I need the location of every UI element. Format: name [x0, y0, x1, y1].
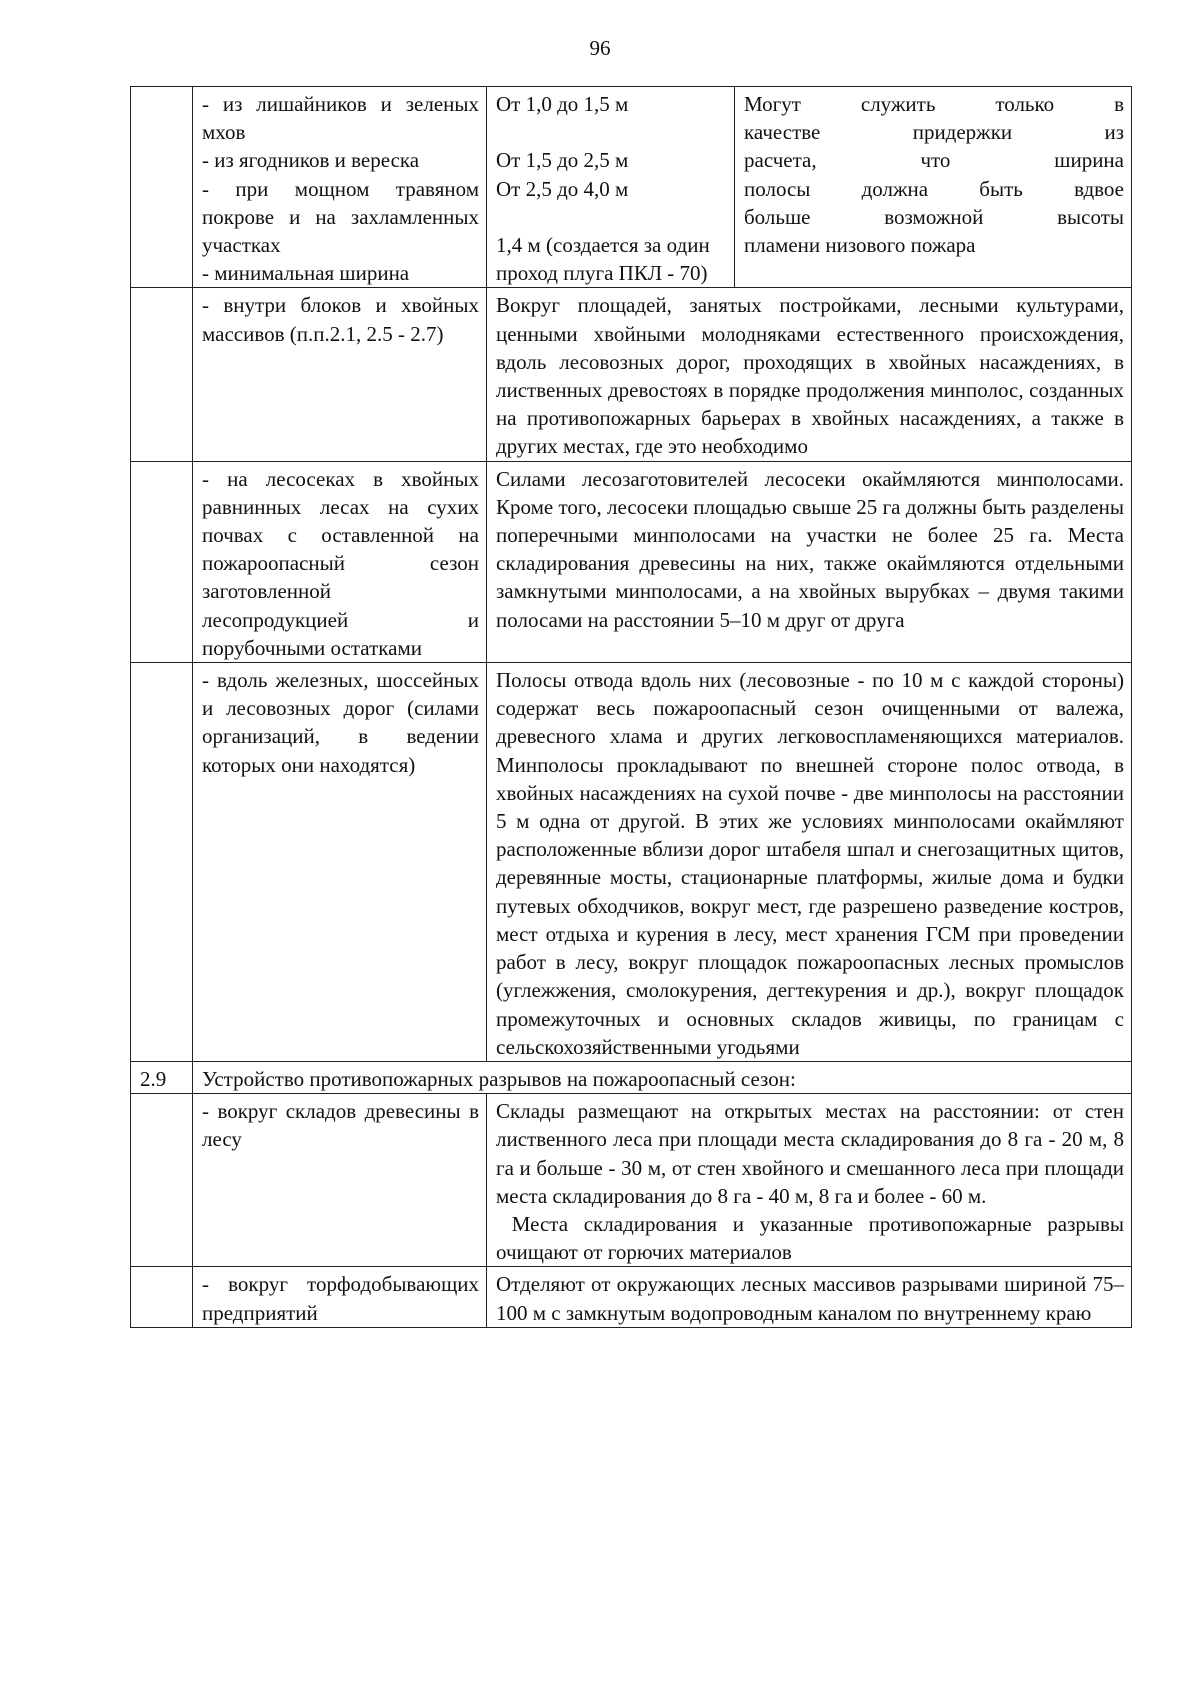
section-heading-cell — [193, 1061, 1132, 1093]
row-number-cell: 2.9 — [131, 1061, 193, 1093]
note-line: полосы должна быть вдвое — [744, 176, 1124, 201]
width-cell — [487, 87, 735, 288]
row-number-cell — [131, 461, 193, 662]
note-line: качестве придержки из — [744, 120, 1124, 145]
item-cell: - вдоль железных, шоссейных и лесовозных дорог (силами организаций, в ведении которых они находятся) — [193, 663, 487, 1062]
item-line: участках — [202, 233, 281, 258]
note-cell — [735, 87, 1132, 288]
table-row — [131, 1061, 1132, 1093]
row-number-cell — [131, 1094, 193, 1267]
section-heading: Устройство противопожарных разрывов на пожароопасный сезон: — [202, 1066, 796, 1091]
row-number-cell — [131, 288, 193, 461]
description-cell: Отделяют от окружающих лесных массивов разрывами шириной 75–100 м с замкнутым водопроводным каналом по внутреннему краю — [487, 1267, 1132, 1327]
width-line: проход плуга ПКЛ - 70) — [496, 261, 708, 286]
note-line: расчета, что ширина — [744, 148, 1124, 173]
table-row — [131, 461, 1132, 662]
item-cell — [193, 87, 487, 288]
width-line: От 1,5 до 2,5 м — [496, 148, 629, 173]
item-cell: - внутри блоков и хвойных массивов (п.п.2.1, 2.5 - 2.7) — [193, 288, 487, 461]
width-line — [496, 118, 727, 146]
item-line: - из ягодников и вереска — [202, 148, 420, 173]
item-cell: - на лесосеках в хвойных равнинных лесах на сухих почвах с оставленной на пожароопасный сезон заготовленной лесопродукцией и порубочными остатками — [193, 461, 487, 662]
table-row — [131, 288, 1132, 461]
row-number-cell — [131, 87, 193, 288]
description-cell — [487, 1094, 1132, 1267]
item-line: - при мощном травяном — [202, 176, 479, 201]
table-row — [131, 1267, 1132, 1327]
width-line — [496, 203, 727, 231]
description-cell: Полосы отвода вдоль них (лесовозные - по 10 м с каждой стороны) содержат весь пожароопасный сезон очищенными от валежа, древесного хлама и других легковоспламеняющихся материалов. Минполосы прокладывают по внешней стороне полос отвода, в хвойных насаждениях на сухой почве - две минполосы на расстоянии 5 м одна от другой. В этих же условиях минполосами окаймляют расположенные вблизи дорог штабеля шпал и снегозащитных щитов, деревянные мосты, стационарные платформы, жилые дома и будки путевых обходчиков, вокруг мест, где разрешено разведение костров, мест отдыха и курения в лесу, мест хранения ГСМ при проведении работ в лесу, вокруг площадок пожароопасных лесных промыслов (углежжения, смолокурения, дегтекурения и др.), вокруг площадок промежуточных и основных складов живицы, по границам с сельскохозяйственными угодьями — [487, 663, 1132, 1062]
row-number-cell — [131, 663, 193, 1062]
item-cell: - вокруг складов древесины в лесу — [193, 1094, 487, 1267]
item-line: - минимальная ширина — [202, 261, 410, 286]
width-line: 1,4 м (создается за один — [496, 233, 710, 258]
width-line: От 1,0 до 1,5 м — [496, 92, 629, 116]
item-cell: - вокруг торфодобывающих предприятий — [193, 1267, 487, 1327]
note-line: больше возможной высоты — [744, 204, 1124, 229]
item-line: мхов — [202, 120, 246, 145]
description-paragraph: Места складирования и указанные противопожарные разрывы очищают от горючих материалов — [496, 1211, 1130, 1265]
description-cell: Вокруг площадей, занятых постройками, лесными культурами, ценными хвойными молодняками естественного происхождения, вдоль лесовозных дорог, проходящих в хвойных насаждениях, в лиственных древостоях в порядке продолжения минполос, созданных на противопожарных барьерах в хвойных насаждениях, а также в других местах, где это необходимо — [487, 288, 1132, 461]
width-line: От 2,5 до 4,0 м — [496, 176, 629, 201]
page-number: 96 — [589, 36, 611, 60]
table-row — [131, 663, 1132, 1062]
row-number-cell — [131, 1267, 193, 1327]
table-row — [131, 1094, 1132, 1267]
table-row — [131, 87, 1132, 288]
fire-prevention-table — [130, 86, 1132, 1328]
item-line: покрове и на захламленных — [202, 204, 479, 229]
description-paragraph: Склады размещают на открытых местах на расстоянии: от стен лиственного леса при площади места складирования до 8 га - 20 м, 8 га и больше - 30 м, от стен хвойного и смешанного леса при площади места складирования до 8 га - 40 м, 8 га и более - 60 м. — [496, 1099, 1124, 1208]
note-line: Могут служить только в — [744, 92, 1124, 116]
item-line: - из лишайников и зеленых — [202, 92, 479, 116]
note-line: пламени низового пожара — [744, 233, 976, 258]
description-cell: Силами лесозаготовителей лесосеки окаймляются минполосами. Кроме того, лесосеки площадью свыше 25 га должны быть разделены поперечными минполосами на участки не более 25 га. Места складирования древесины на них, также окаймляются отдельными замкнутыми минполосами, а на хвойных вырубках – двумя такими полосами на расстоянии 5–10 м друг от друга — [487, 461, 1132, 662]
